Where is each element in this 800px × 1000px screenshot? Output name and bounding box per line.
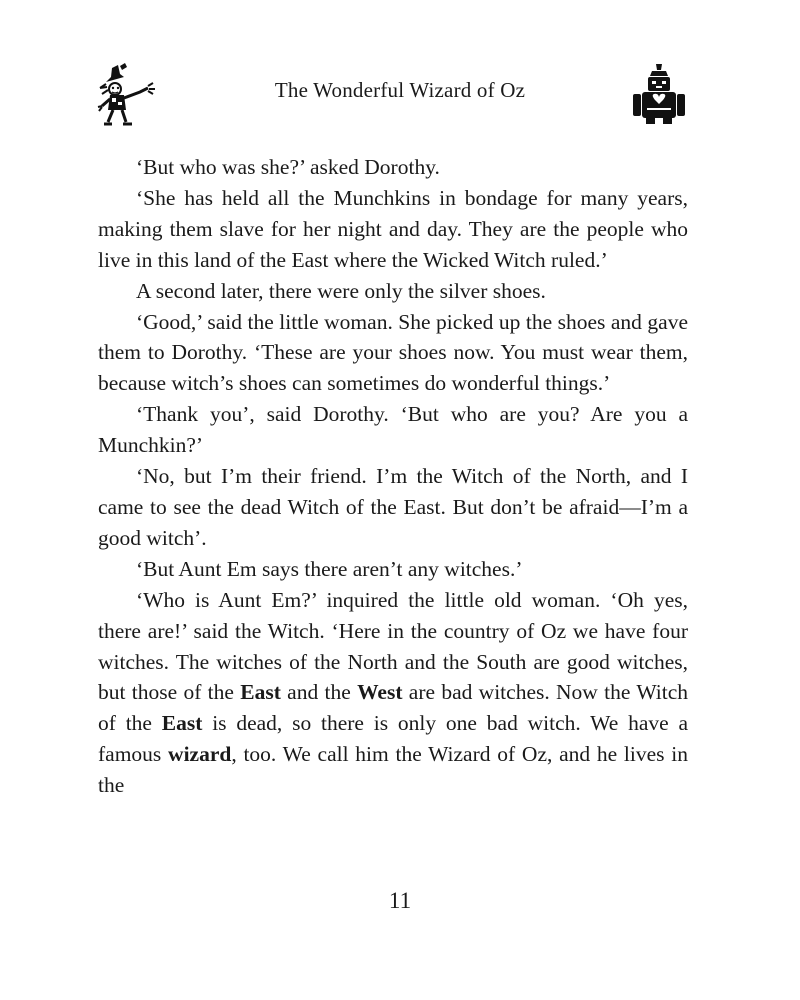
page-header [0,60,800,130]
bold-keyword: East [240,680,281,705]
paragraph: ‘No, but I’m their friend. I’m the Witch of the North, and I came to see the dead Witch of the East. But don’t be afraid—I’m a good witch’. [98,464,688,550]
bold-keyword: West [357,680,403,705]
paragraph: ‘Thank you’, said Dorothy. ‘But who are you? Are you a Munchkin?’ [98,402,688,458]
paragraph: ‘But Aunt Em says there aren’t any witches.’ [136,556,523,581]
running-title: The Wonderful Wizard of Oz [274,78,526,102]
paragraph: ‘Who is Aunt Em?’ inquired the little old woman. ‘Oh yes, there are!’ said the Witch. ‘Here in the country of Oz we have four witches. The witches of the North and the South are good witches, but those of the East and the West are bad witches. Now the Witch of the East is dead, so there is only one bad witch. We have a famous wizard, too. We call him the Wizard of Oz, and he lives in the [98,587,688,798]
paragraph: A second later, there were only the silver shoes. [136,278,546,303]
paragraph: ‘Good,’ said the little woman. She picked up the shoes and gave them to Dorothy. ‘These are your shoes now. You must wear them, because witch’s shoes can sometimes do wonderful things.’ [98,309,688,396]
bold-keyword: East [161,711,203,736]
paragraph: ‘But who was she?’ asked Dorothy. [136,155,440,179]
bold-keyword: wizard [168,742,232,767]
tin-woodman-icon [630,64,688,124]
body-text [98,152,688,801]
paragraph: ‘She has held all the Munchkins in bondage for many years, making them slave for her night and day. They are the people who live in this land of the East where the Wicked Witch ruled.’ [98,185,688,272]
page-number: 11 [388,888,412,913]
